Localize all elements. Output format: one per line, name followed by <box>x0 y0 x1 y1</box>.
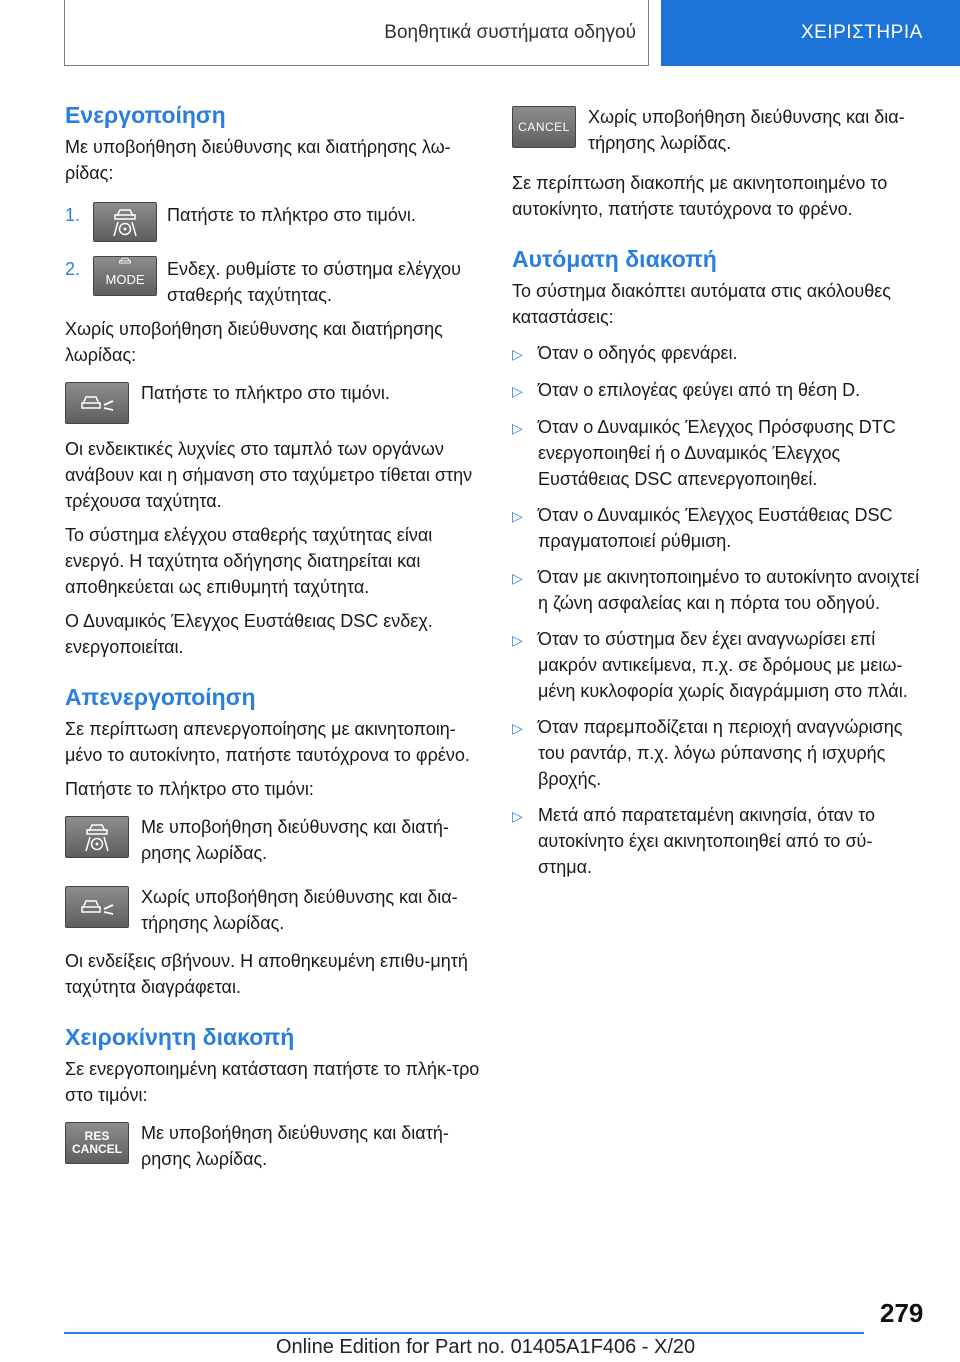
activation-section <box>65 100 481 660</box>
deactivation-with-lane-row <box>65 814 481 866</box>
manual-interrupt-paragraph: Σε ενεργοποιημένη κατάσταση πατήστε το πλήκ-τρο στο τιμόνι: <box>65 1059 480 1105</box>
cruise-press-text: Πατήστε το πλήκτρο στο τιμόνι. <box>141 383 390 403</box>
deactivation-with-lane-text: Με υποβοήθηση διεύθυνσης και διατή-ρησης λωρίδας. <box>141 817 449 863</box>
activation-intro: Με υποβοήθηση διεύθυνσης και διατήρησης λω-ρίδας: <box>65 137 451 183</box>
deactivation-heading: Απενεργοποίηση <box>65 684 256 710</box>
list-item-text: Όταν παρεμποδίζεται η περιοχή αναγνώρισης του ραντάρ, π.χ. λόγω ρύπανσης ή ισχυρής βροχής. <box>538 717 903 789</box>
manual-interrupt-heading: Χειροκίνητη διακοπή <box>65 1024 295 1050</box>
mode-button-icon <box>93 256 157 296</box>
auto-interrupt-list <box>512 340 926 880</box>
step-2 <box>65 256 481 308</box>
header-section-title: Βοηθητικά συστήματα οδηγού <box>384 21 636 43</box>
auto-interrupt-intro: Το σύστημα διακόπτει αυτόματα στις ακόλουθες καταστάσεις: <box>512 281 891 327</box>
header-section-box <box>64 0 649 66</box>
right-column <box>512 100 926 880</box>
triangle-right-icon: ▷ <box>512 808 523 824</box>
list-item-text: Όταν με ακινητοποιημένο το αυτοκίνητο ανοιχτεί η ζώνη ασφαλείας και η πόρτα του οδηγού. <box>538 567 920 613</box>
triangle-right-icon: ▷ <box>512 570 523 586</box>
cancel-label: CANCEL <box>72 1142 122 1156</box>
list-item <box>512 626 926 704</box>
page-number: 279 <box>880 1298 924 1328</box>
cancel-row <box>512 104 926 156</box>
auto-interrupt-heading: Αυτόματη διακοπή <box>512 246 717 272</box>
deactivation-without-lane-text: Χωρίς υποβοήθηση διεύθυνσης και δια-τήρησης λωρίδας. <box>141 887 458 933</box>
without-lane-intro: Χωρίς υποβοήθηση διεύθυνσης και διατήρησης λωρίδας: <box>65 319 443 365</box>
footer-edition: Online Edition for Part no. 01405A1F406 - X/20 <box>276 1336 696 1358</box>
speedometer-hand-icon <box>65 886 129 928</box>
deactivation-without-lane-row <box>65 884 481 936</box>
list-item <box>512 564 926 616</box>
steering-wheel-lanes-icon <box>65 816 129 858</box>
list-item <box>512 414 926 492</box>
header-chapter-title: ΧΕΙΡΙΣΤΗΡΙΑ <box>801 22 923 43</box>
activation-paragraph-2: Το σύστημα ελέγχου σταθερής ταχύτητας είναι ενεργό. Η ταχύτητα οδήγησης διατηρείται και αποθηκεύεται ως επιθυμητή ταχύτητα. <box>65 525 433 597</box>
res-label: RES <box>84 1129 110 1143</box>
list-item <box>512 377 926 404</box>
list-item-text: Όταν ο επιλογέας φεύγει από τη θέση D. <box>538 380 861 400</box>
list-item-text: Όταν ο Δυναμικός Έλεγχος Ευστάθειας DSC πραγματοποιεί ρύθμιση. <box>538 505 893 551</box>
step-2-number: 2. <box>65 259 81 279</box>
res-cancel-button-icon <box>65 1122 129 1164</box>
header-chapter-tab <box>661 0 960 66</box>
triangle-right-icon: ▷ <box>512 508 523 524</box>
res-cancel-row <box>65 1120 481 1172</box>
activation-paragraph-1: Οι ενδεικτικές λυχνίες στο ταμπλό των οργάνων ανάβουν και η σήμανση στο ταχύμετρο τίθεται στην τρέχουσα ταχύτητα. <box>65 439 473 511</box>
res-cancel-text: Με υποβοήθηση διεύθυνσης και διατή-ρησης λωρίδας. <box>141 1123 449 1169</box>
footer-divider <box>64 1332 864 1334</box>
triangle-right-icon: ▷ <box>512 720 523 736</box>
cancel-button-label: CANCEL <box>518 120 570 134</box>
deactivation-paragraph-1: Σε περίπτωση απενεργοποίησης με ακινητοποιη-μένο το αυτοκίνητο, πατήστε ταυτόχρονα το φρένο. <box>65 719 470 765</box>
list-item-text: Όταν ο οδηγός φρενάρει. <box>538 343 738 363</box>
mode-button-label: MODE <box>105 272 145 287</box>
triangle-right-icon: ▷ <box>512 346 523 362</box>
list-item <box>512 802 926 880</box>
auto-interrupt-section <box>512 244 926 880</box>
triangle-right-icon: ▷ <box>512 420 523 436</box>
manual-interrupt-section <box>65 1022 481 1172</box>
cruise-press-row <box>65 380 481 424</box>
deactivation-paragraph-3: Οι ενδείξεις σβήνουν. Η αποθηκευμένη επιθυ-μητή ταχύτητα διαγράφεται. <box>65 951 468 997</box>
list-item-text: Όταν ο Δυναμικός Έλεγχος Πρόσφυσης DTC ενεργοποιηθεί ή ο Δυναμικός Έλεγχος Ευστάθειας DSC απενεργοποιηθεί. <box>538 417 896 489</box>
list-item <box>512 340 926 367</box>
triangle-right-icon: ▷ <box>512 632 523 648</box>
speedometer-hand-icon <box>65 382 129 424</box>
right-paragraph-1: Σε περίπτωση διακοπής με ακινητοποιημένο το αυτοκίνητο, πατήστε ταυτόχρονα το φρένο. <box>512 173 888 219</box>
cancel-button-icon <box>512 106 576 148</box>
deactivation-section <box>65 682 481 1000</box>
step-1-text: Πατήστε το πλήκτρο στο τιμόνι. <box>167 205 416 225</box>
step-1 <box>65 202 481 242</box>
list-item <box>512 502 926 554</box>
list-item-text: Μετά από παρατεταμένη ακινησία, όταν το αυτοκίνητο έχει ακινητοποιηθεί από το σύ-στημα. <box>538 805 875 877</box>
activation-paragraph-3: Ο Δυναμικός Έλεγχος Ευστάθειας DSC ενδεχ. ενεργοποιείται. <box>65 611 433 657</box>
deactivation-paragraph-2: Πατήστε το πλήκτρο στο τιμόνι: <box>65 779 314 799</box>
activation-heading: Ενεργοποίηση <box>65 102 226 128</box>
triangle-right-icon: ▷ <box>512 383 523 399</box>
step-1-number: 1. <box>65 205 81 225</box>
steering-wheel-lanes-icon <box>93 202 157 242</box>
list-item <box>512 714 926 792</box>
cancel-row-text: Χωρίς υποβοήθηση διεύθυνσης και δια-τήρησης λωρίδας. <box>588 107 905 153</box>
list-item-text: Όταν το σύστημα δεν έχει αναγνωρίσει επί μακρόν αντικείμενα, π.χ. σε δρόμους με μειω-μένη κυκλοφορία χωρίς διαγράμμιση στο πλάι. <box>538 629 908 701</box>
step-2-text: Ενδεχ. ρυθμίστε το σύστημα ελέγχου σταθερής ταχύτητας. <box>167 259 461 305</box>
left-column <box>65 100 481 1172</box>
